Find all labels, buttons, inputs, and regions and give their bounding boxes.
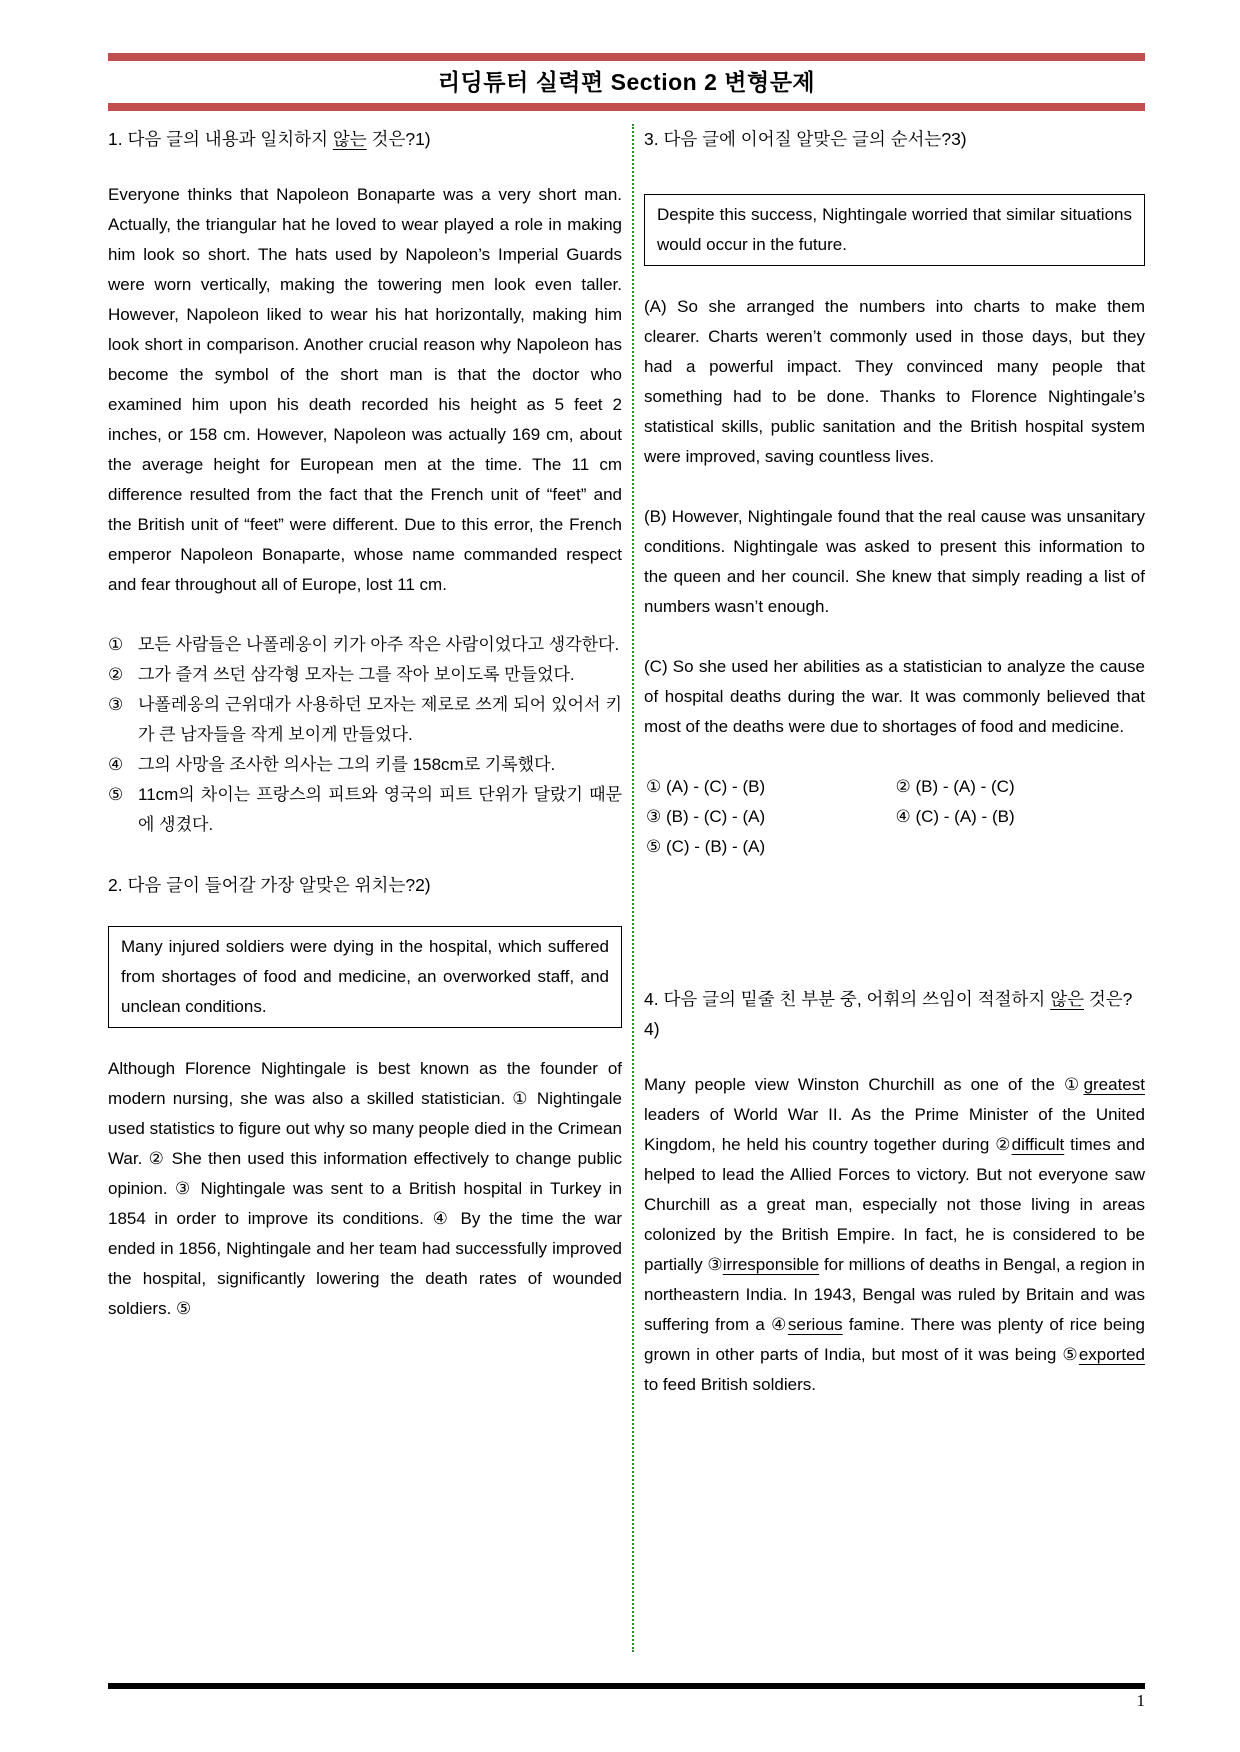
header-rule-bottom — [108, 103, 1145, 111]
question-3-paragraph-b: (B) However, Nightingale found that the real cause was unsanitary conditions. Nightingale was asked to present this information to the queen and her council. She knew that simply reading a list of numbers wasn’t enough. — [644, 507, 1145, 616]
right-column — [644, 124, 1145, 1652]
underlined-text: serious — [787, 1315, 843, 1334]
underlined-text: irresponsible — [722, 1255, 820, 1274]
question-2-header — [108, 870, 622, 900]
text-segment: for millions of deaths in Bengal, a region in northeastern India. In 1943, Bengal was ruled by Britain and was suffering from a ④ — [644, 1255, 1146, 1334]
choice-marker: ② — [108, 665, 124, 684]
text-segment: to feed British soldiers. — [644, 1375, 816, 1394]
column-divider — [632, 124, 634, 1652]
choice-marker: ⑤ — [108, 785, 124, 804]
underlined-text: greatest — [1083, 1075, 1145, 1094]
underlined-text: 않는 — [332, 129, 367, 149]
worksheet-page — [108, 53, 1145, 1652]
order-option: ① (A) - (C) - (B) — [646, 777, 766, 796]
question-3-paragraph-a: (A) So she arranged the numbers into charts to make them clearer. Charts weren’t commonly used in those days, but they had a powerful impact. They convinced many people that something had to be done. Thanks to Florence Nightingale’s statistical skills, public sanitation and the British hospital system were improved, saving countless lives. — [644, 297, 1145, 466]
choice-item — [108, 690, 622, 750]
choice-item — [108, 660, 622, 690]
underlined-text: exported — [1078, 1345, 1145, 1364]
question-4-header — [644, 984, 1145, 1044]
underlined-text: 않은 — [1050, 989, 1084, 1009]
text-segment: 2. 다음 글이 들어갈 가장 알맞은 위치는?2) — [108, 875, 431, 895]
footer-rule — [108, 1683, 1145, 1689]
order-option: ③ (B) - (C) - (A) — [646, 807, 766, 826]
text-segment: 것은?4) — [644, 989, 1133, 1039]
question-1-header — [108, 124, 622, 154]
left-column — [108, 124, 622, 1652]
choice-item — [108, 750, 622, 780]
order-option: ④ (C) - (A) - (B) — [895, 807, 1015, 826]
choice-text: 나폴레옹의 근위대가 사용하던 모자는 제로로 쓰게 되어 있어서 키가 큰 남자들을 작게 보이게 만들었다. — [138, 695, 622, 744]
question-1-passage: Everyone thinks that Napoleon Bonaparte was a very short man. Actually, the triangular hat he loved to wear played a role in making him look so short. The hats used by Napoleon’s Imperial Guards were worn vertically, making the towering men look even taller. However, Napoleon liked to wear his hat horizontally, making him look short in comparison. Another crucial reason why Napoleon has become the symbol of the short man is that the doctor who examined him upon his death recorded his height as 5 feet 2 inches, or 158 cm. However, Napoleon was actually 169 cm, about the average height for European men at the time. The 11 cm difference resulted from the fact that the French unit of “feet” and the British unit of “feet” were different. Due to this error, the French emperor Napoleon Bonaparte, whose name commanded respect and fear throughout all of Europe, lost 11 cm. — [108, 185, 622, 594]
question-1-choices — [108, 630, 622, 840]
choice-item — [108, 780, 622, 840]
question-4-passage — [644, 1070, 1145, 1400]
question-3-box — [644, 194, 1145, 266]
choice-item — [108, 630, 622, 660]
question-3-box-text: Despite this success, Nightingale worried that similar situations would occur in the future. — [657, 205, 1132, 254]
question-3-options — [646, 772, 1145, 862]
choice-text: 11cm의 차이는 프랑스의 피트와 영국의 피트 단위가 달랐기 때문에 생겼다. — [138, 785, 622, 834]
choice-text: 그의 사망을 조사한 의사는 그의 키를 158cm로 기록했다. — [138, 755, 556, 774]
text-segment: Many people view Winston Churchill as one of the ① — [644, 1075, 1084, 1094]
question-2-box — [108, 926, 622, 1028]
text-segment: 1. 다음 글의 내용과 일치하지 — [108, 129, 333, 149]
text-segment: times and helped to lead the Allied Forces to victory. But not everyone saw Churchill as a great man, especially not those living in areas colonized by the British Empire. In fact, he is considered to be partially ③ — [644, 1135, 1145, 1274]
page-title: 리딩튜터 실력편 Section 2 변형문제 — [437, 69, 816, 95]
two-column-layout — [108, 124, 1145, 1652]
choice-marker: ① — [108, 635, 124, 654]
text-segment: famine. There was plenty of rice being grown in other parts of India, but most of it was being ⑤ — [644, 1315, 1145, 1364]
order-option: ⑤ (C) - (B) - (A) — [646, 837, 766, 856]
text-segment: 4. 다음 글의 밑줄 친 부분 중, 어휘의 쓰임이 적절하지 — [644, 989, 1051, 1009]
page-number: 1 — [1136, 1691, 1145, 1710]
column-gutter — [622, 124, 644, 1652]
order-option: ② (B) - (A) - (C) — [895, 777, 1015, 796]
text-segment: leaders of World War II. As the Prime Minister of the United Kingdom, he held his country together during ② — [644, 1105, 1145, 1154]
header-rule-top — [108, 53, 1145, 61]
question-3-paragraph-c: (C) So she used her abilities as a statistician to analyze the cause of hospital deaths during the war. It was commonly believed that most of the deaths were due to shortages of food and medicine. — [644, 657, 1145, 736]
question-2-passage: Although Florence Nightingale is best known as the founder of modern nursing, she was also a skilled statistician. ① Nightingale used statistics to figure out why so many people died in the Crimean War. ② She then used this information effectively to change public opinion. ③ Nightingale was sent to a British hospital in Turkey in 1854 in order to improve its conditions. ④ By the time the war ended in 1856, Nightingale and her team had successfully improved the hospital, significantly lowering the death rates of wounded soldiers. ⑤ — [108, 1059, 622, 1318]
underlined-text: difficult — [1011, 1135, 1065, 1154]
question-2-box-text: Many injured soldiers were dying in the hospital, which suffered from shortages of food and medicine, an overworked staff, and unclean conditions. — [121, 937, 609, 1016]
choice-marker: ③ — [108, 695, 124, 714]
question-3-header — [644, 124, 1145, 154]
text-segment: 것은?1) — [366, 129, 431, 149]
choice-text: 그가 즐겨 쓰던 삼각형 모자는 그를 작아 보이도록 만들었다. — [138, 665, 575, 684]
text-segment: 3. 다음 글에 이어질 알맞은 글의 순서는?3) — [644, 129, 967, 149]
choice-marker: ④ — [108, 755, 124, 774]
choice-text: 모든 사람들은 나폴레옹이 키가 아주 작은 사람이었다고 생각한다. — [138, 635, 620, 654]
